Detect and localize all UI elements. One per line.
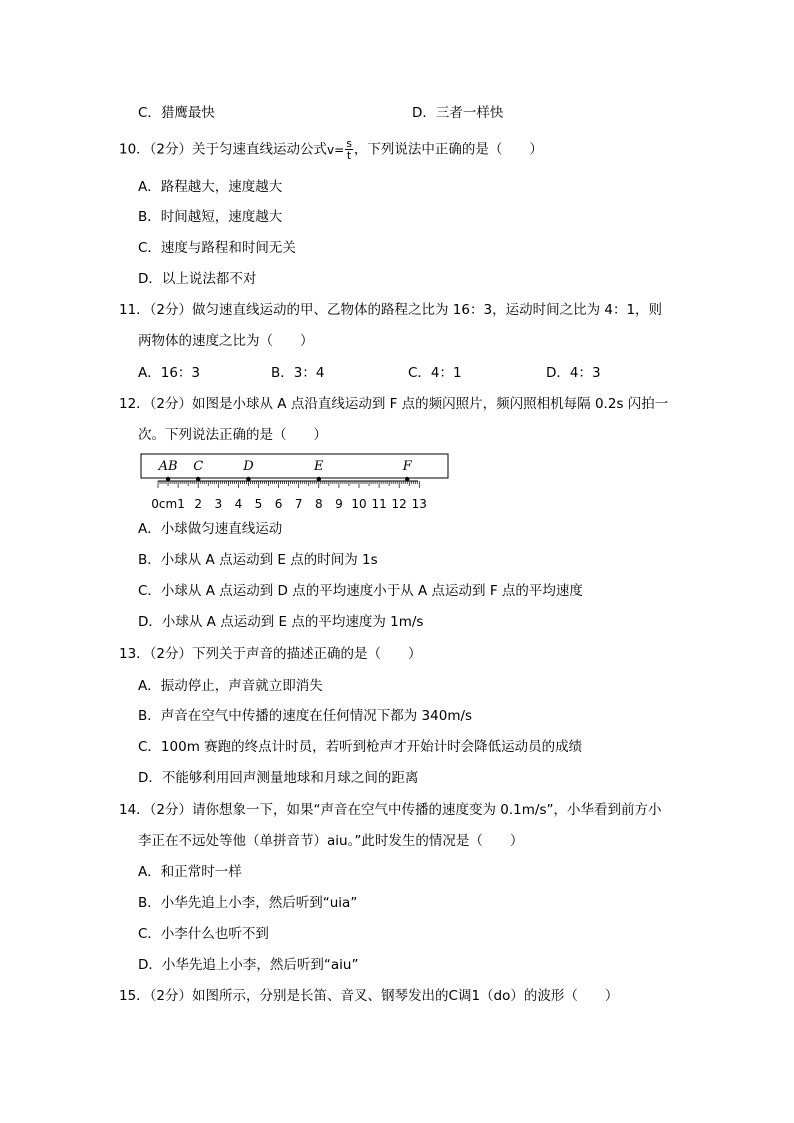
q14-stem-line2: 李正在不远处等他（单拼音节）aiu。”此时发生的情况是（ ）	[138, 833, 524, 849]
ruler-tick-label: 4	[234, 497, 243, 511]
q10-option-b: B．时间越短，速度越大	[138, 209, 283, 225]
q14-option-c: C．小李什么也听不到	[138, 926, 269, 942]
ruler-tick-labels	[151, 497, 427, 511]
ruler-point-label: D	[243, 459, 254, 474]
q10-stem	[119, 138, 543, 161]
q12-stem-line1: 12．（2分）如图是小球从 A 点沿直线运动到 F 点的频闪照片，频闪照相机每隔 0.2s 闪拍一	[119, 396, 669, 412]
ruler-point-dot	[196, 477, 200, 481]
ruler-tick-label: 8	[314, 497, 323, 511]
q11-option-b: B．3：4	[271, 365, 325, 381]
ruler-point-dot	[246, 477, 250, 481]
q14-option-b: B．小华先追上小李，然后听到“uia”	[138, 895, 358, 911]
ruler-point-label: AB	[158, 459, 178, 474]
q11-option-c: C．4：1	[408, 365, 462, 381]
q13-option-d: D．不能够利用回声测量地球和月球之间的距离	[138, 770, 419, 786]
ruler-tick-label: 3	[214, 497, 223, 511]
q12-option-b: B．小球从 A 点运动到 E 点的时间为 1s	[138, 552, 378, 568]
ruler-tick-label: 9	[335, 497, 343, 511]
q12-option-d: D．小球从 A 点运动到 E 点的平均速度为 1m/s	[138, 614, 424, 630]
q11-option-a: A．16：3	[138, 365, 201, 381]
q13-option-a: A．振动停止，声音就立即消失	[138, 678, 323, 694]
q10-option-a: A．路程越大，速度越大	[138, 179, 283, 195]
q11-stem-line2: 两物体的速度之比为（ ）	[138, 333, 314, 349]
ruler-point-label: F	[402, 459, 412, 474]
q14-option-a: A．和正常时一样	[138, 864, 242, 880]
q15-stem: 15．（2分）如图所示，分别是长笛、音叉、钢琴发出的C调1（do）的波形（ ）	[119, 988, 619, 1004]
ruler-point-dot	[405, 477, 409, 481]
formula-fraction	[345, 138, 353, 161]
q10-formula	[327, 137, 354, 162]
q10-stem-suffix: ，下列说法中正确的是（ ）	[353, 141, 543, 158]
q13-option-c: C．100m 赛跑的终点计时员，若听到枪声才开始计时会降低运动员的成绩	[138, 739, 583, 755]
ruler-tick-label: 5	[254, 497, 263, 511]
q12-option-a: A．小球做匀速直线运动	[138, 521, 283, 537]
q11-option-d: D．4：3	[546, 365, 601, 381]
formula-denominator: t	[346, 149, 352, 162]
q10-option-c: C．速度与路程和时间无关	[138, 240, 296, 256]
ruler-tick-label: 12	[391, 497, 407, 511]
ruler-tick-label: 6	[274, 497, 283, 511]
q9-option-d: D．三者一样快	[412, 105, 504, 121]
q12-option-c: C．小球从 A 点运动到 D 点的平均速度小于从 A 点运动到 F 点的平均速度	[138, 583, 583, 599]
q13-stem: 13．（2分）下列关于声音的描述正确的是（ ）	[119, 646, 422, 662]
ruler-point-dot	[317, 477, 321, 481]
formula-v: v=	[327, 142, 345, 157]
ruler-tick-label: 2	[194, 497, 203, 511]
ruler-point-dot	[166, 477, 170, 481]
ruler-point-label: C	[193, 459, 204, 474]
q13-option-b: B．声音在空气中传播的速度在任何情况下都为 340m/s	[138, 708, 473, 724]
ruler-figure	[140, 453, 460, 513]
ruler-tick-label: 10	[351, 497, 367, 511]
q10-stem-prefix: 10．（2分）关于匀速直线运动公式	[119, 141, 328, 158]
ruler-point-label: E	[314, 459, 324, 474]
ruler-ticks	[158, 481, 419, 488]
q9-option-c: C．猎鹰最快	[138, 105, 215, 121]
q12-stem-line2: 次。下列说法正确的是（ ）	[138, 427, 327, 443]
formula-numerator: s	[346, 137, 352, 150]
ruler-tick-label: 11	[371, 497, 387, 511]
ruler-tick-label: 0cm1	[151, 497, 185, 511]
q11-stem-line1: 11．（2分）做匀速直线运动的甲、乙物体的路程之比为 16：3，运动时间之比为 4：1，则	[119, 302, 663, 318]
q14-option-d: D．小华先追上小李，然后听到“aiu”	[138, 957, 359, 973]
q10-option-d: D．以上说法都不对	[138, 271, 257, 287]
q14-stem-line1: 14．（2分）请你想象一下，如果“声音在空气中传播的速度变为 0.1m/s”，小华看到前方小	[119, 802, 662, 818]
ruler-tick-label: 13	[411, 497, 427, 511]
ruler-tick-label: 7	[294, 497, 303, 511]
